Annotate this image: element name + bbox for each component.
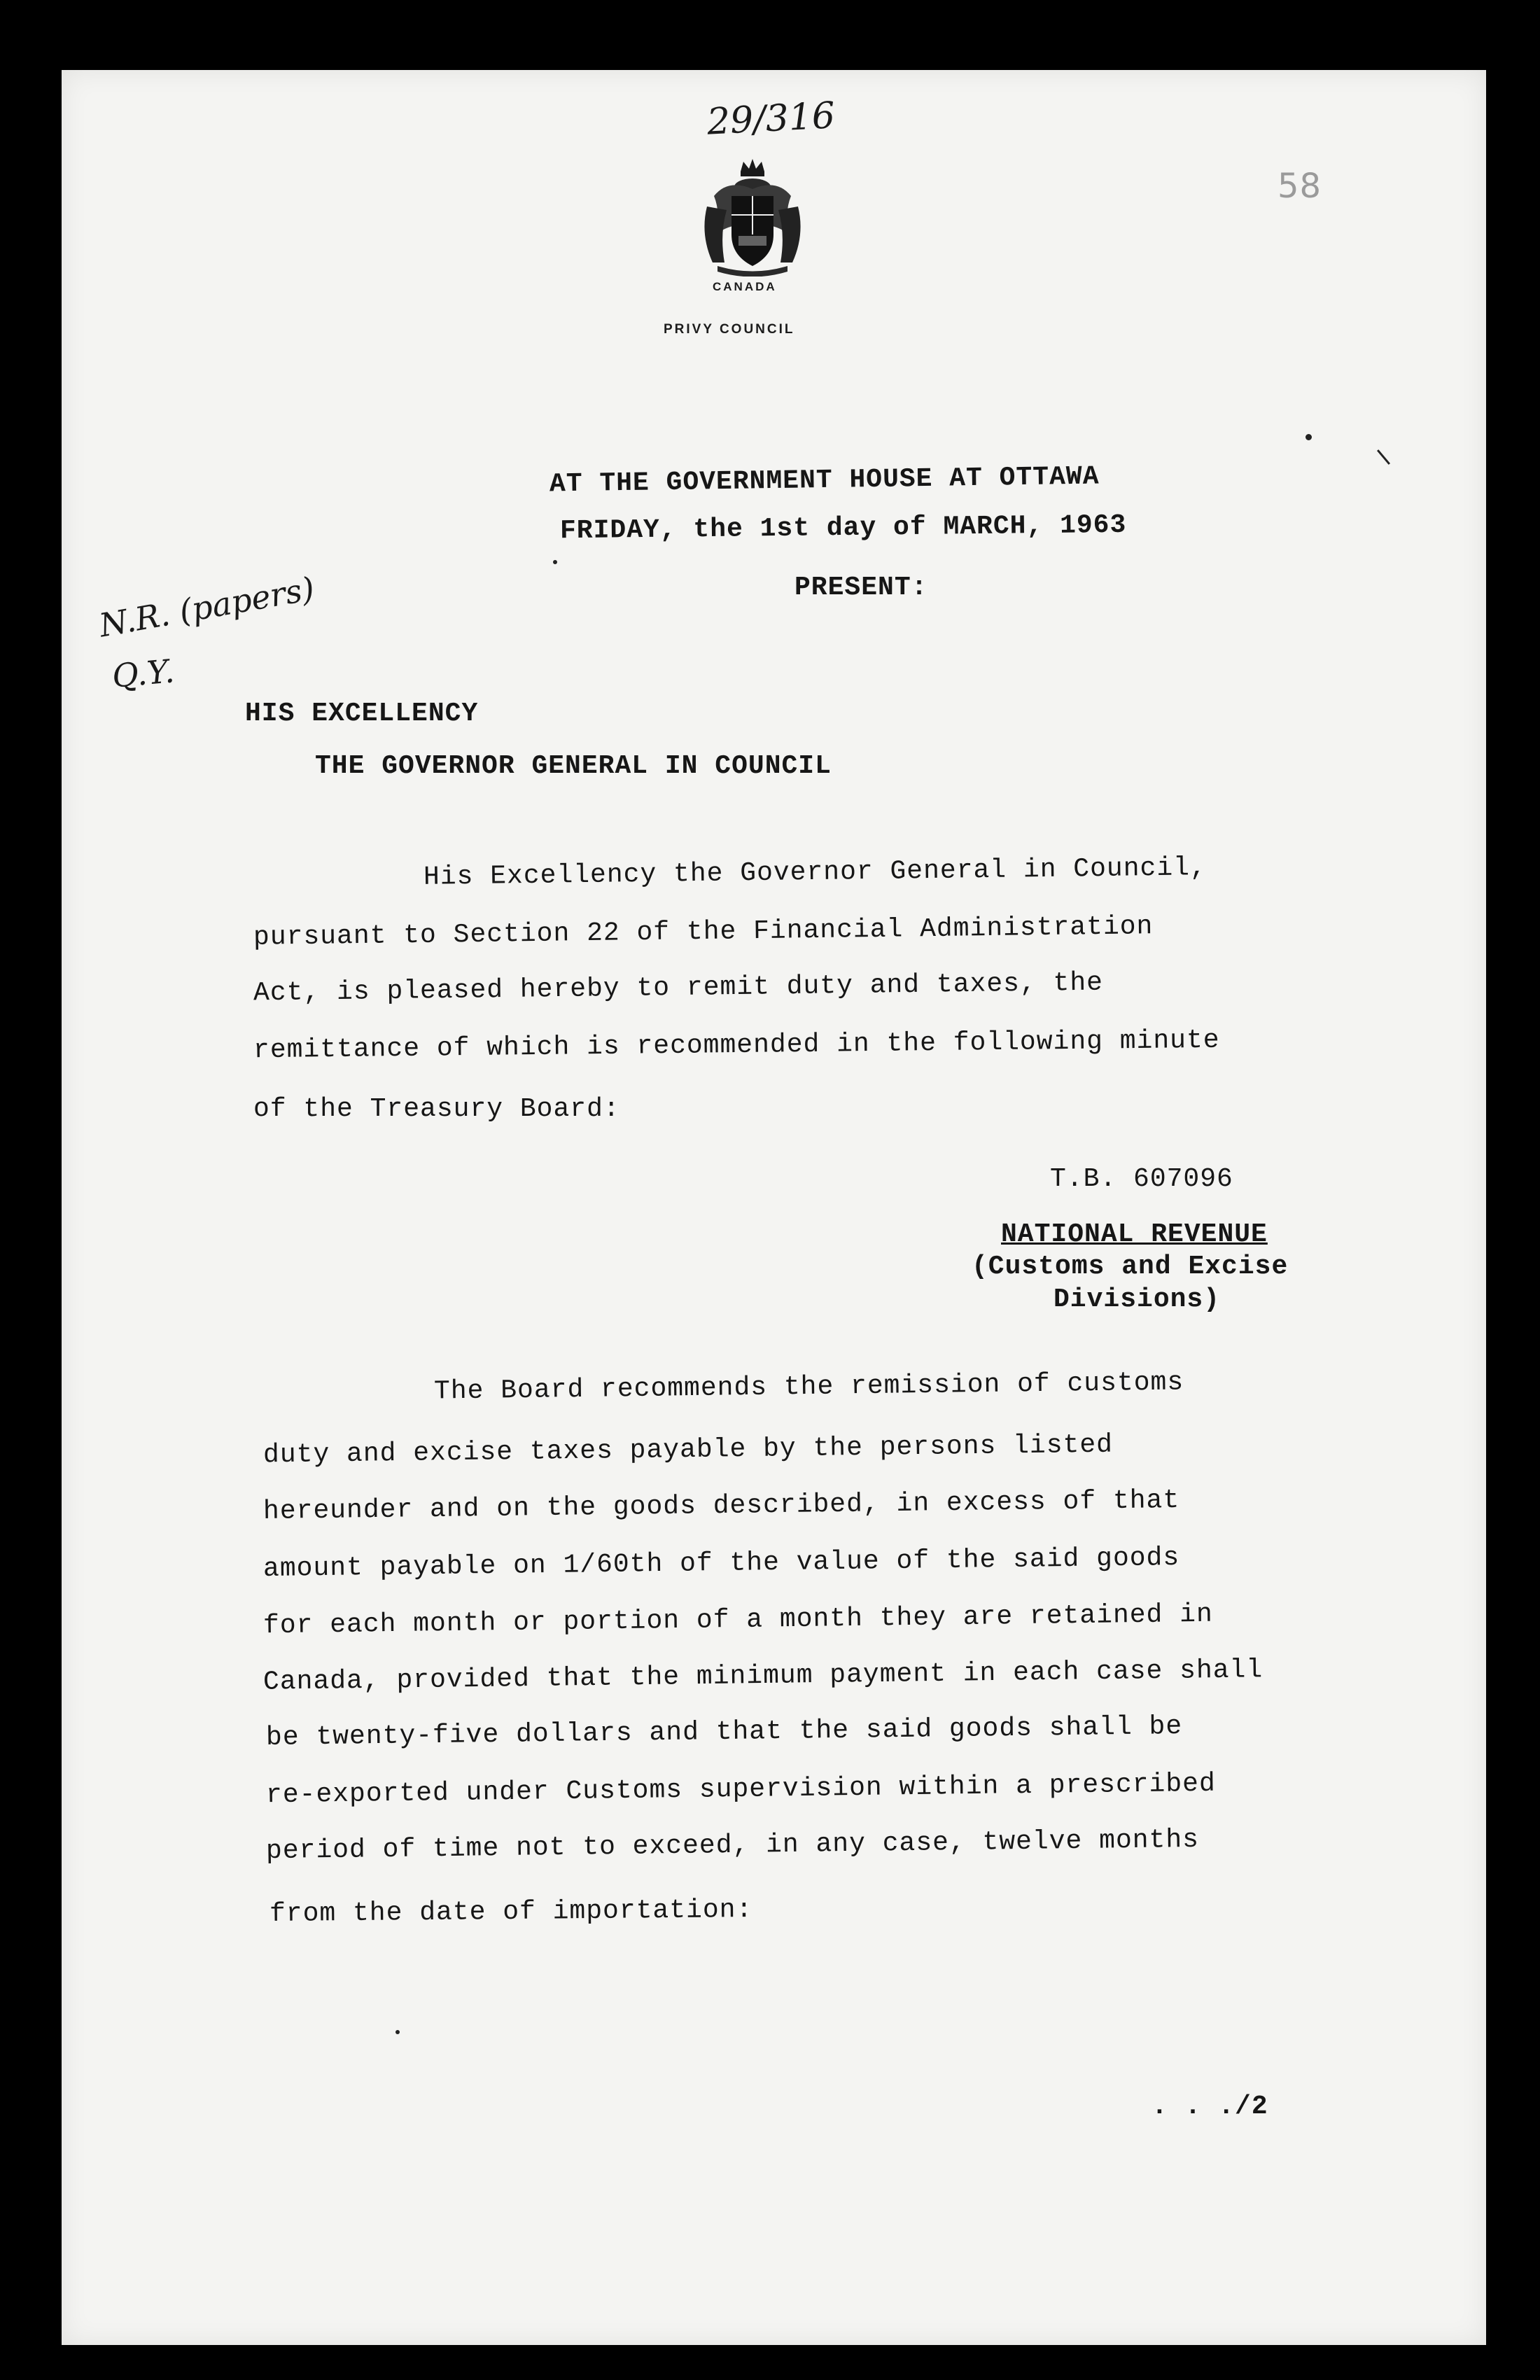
margin-note-papers: N.R. (papers): [96, 569, 318, 645]
para2-line-3: hereunder and on the goods described, in excess of that: [262, 1485, 1180, 1527]
scan-speck: [396, 2030, 400, 2034]
department-name: NATIONAL REVENUE: [1001, 1219, 1268, 1250]
para2-line-1: The Board recommends the remission of customs: [433, 1367, 1184, 1407]
para2-line-6: Canada, provided that the minimum payment in each case shall: [262, 1655, 1264, 1698]
page-number-stamp: 58: [1278, 167, 1322, 206]
para1-line-4: remittance of which is recommended in the following minute: [253, 1025, 1220, 1066]
para2-line-7: be twenty-five dollars and that the said goods shall be: [265, 1712, 1183, 1753]
para2-line-2: duty and excise taxes payable by the persons listed: [262, 1429, 1114, 1471]
para1-line-5: of the Treasury Board:: [253, 1094, 620, 1124]
para2-line-10: from the date of importation:: [269, 1894, 753, 1930]
scan-speck: [553, 560, 557, 564]
document-page: [62, 70, 1486, 2345]
para2-line-9: period of time not to exceed, in any case, twelve months: [265, 1824, 1200, 1867]
margin-note-qy: Q.Y.: [110, 652, 176, 695]
para1-line-1: His Excellency the Governor General in Council,: [423, 853, 1208, 892]
para2-line-4: amount payable on 1/60th of the value of the said goods: [262, 1543, 1180, 1584]
para1-line-3: Act, is pleased hereby to remit duty and taxes, the: [253, 967, 1104, 1009]
para2-line-8: re-exported under Customs supervision within a prescribed: [265, 1768, 1217, 1811]
division-line-2: Divisions): [1054, 1284, 1221, 1315]
present-heading: PRESENT:: [794, 573, 928, 603]
address-line-1: HIS EXCELLENCY: [245, 699, 479, 729]
file-reference-handwritten: 29/316: [706, 94, 836, 144]
para2-line-5: for each month or portion of a month they are retained in: [262, 1599, 1214, 1642]
coat-of-arms-icon: [700, 158, 805, 276]
scan-speck: [1306, 434, 1312, 440]
letterhead-office: PRIVY COUNCIL: [664, 322, 795, 337]
address-line-2: THE GOVERNOR GENERAL IN COUNCIL: [315, 751, 832, 781]
continuation-marker: . . ./2: [1152, 2092, 1268, 2122]
tb-number: T.B. 607096: [1050, 1164, 1233, 1194]
meeting-location: AT THE GOVERNMENT HOUSE AT OTTAWA: [549, 461, 1100, 500]
meeting-date: FRIDAY, the 1st day of MARCH, 1963: [559, 510, 1127, 547]
para1-line-2: pursuant to Section 22 of the Financial Administration: [253, 911, 1154, 953]
letterhead-country: CANADA: [713, 280, 777, 293]
division-line-1: (Customs and Excise: [972, 1252, 1289, 1282]
